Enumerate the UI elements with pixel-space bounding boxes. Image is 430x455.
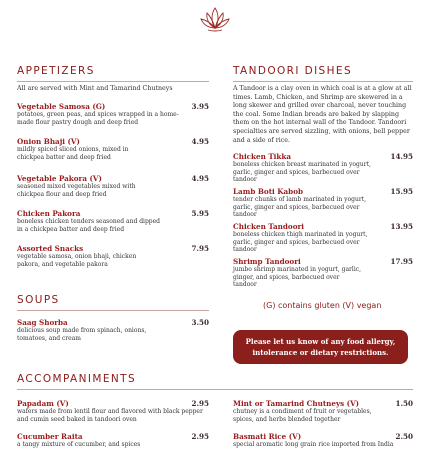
menu-item xyxy=(17,209,209,233)
item-price: 7.95 xyxy=(191,244,209,253)
menu-item xyxy=(233,187,413,219)
menu-item xyxy=(233,399,413,423)
tandoori-title: TANDOORI DISHES xyxy=(233,65,353,77)
item-desc: jumbo shrimp marinated in yogurt, garlic, ginger, and spices, barbecued over tandoor xyxy=(233,266,362,289)
item-desc: a tangy mixture of cucumber, and spices xyxy=(17,441,141,448)
item-name: Papadam (V) xyxy=(17,399,69,408)
item-desc: seasoned mixed vegetables mixed with chickpea flour and deep fried xyxy=(17,183,136,198)
menu-item xyxy=(233,257,413,289)
accompaniments-divider xyxy=(17,389,413,390)
allergy-notice xyxy=(233,330,408,364)
item-desc: wafers made from lentil flour and flavored with black pepper and cumin seed baked in tandoori oven xyxy=(17,408,203,423)
item-price: 4.95 xyxy=(191,137,209,146)
item-name: Basmati Rice (V) xyxy=(233,432,302,441)
item-price: 15.95 xyxy=(390,187,413,196)
item-price: 3.50 xyxy=(191,318,209,327)
item-name: Shrimp Tandoori xyxy=(233,257,301,266)
allergy-notice-text: Please let us know of any food allergy, intolerance or dietary restrictions. xyxy=(245,337,396,357)
item-name: Onion Bhaji (V) xyxy=(17,137,80,146)
lotus-icon xyxy=(199,4,231,36)
soups-divider xyxy=(17,310,209,311)
item-desc: mildly spiced sliced onions, mixed in chickpea batter and deep fried xyxy=(17,146,129,161)
item-name: Assorted Snacks xyxy=(17,244,84,253)
item-price: 2.95 xyxy=(191,432,209,441)
item-name: Mint or Tamarind Chutneys (V) xyxy=(233,399,360,408)
item-price: 13.95 xyxy=(390,222,413,231)
appetizers-title: APPETIZERS xyxy=(17,65,95,77)
item-desc: delicious soup made from spinach, onions, tomatoes, and cream xyxy=(17,327,147,342)
menu-item xyxy=(233,432,413,449)
item-desc: special aromatic long grain rice imported from India xyxy=(233,441,394,448)
item-name: Saag Shorba xyxy=(17,318,68,327)
accompaniments-title: ACCOMPANIMENTS xyxy=(17,373,137,385)
item-price: 4.95 xyxy=(191,174,209,183)
appetizers-divider xyxy=(17,81,209,82)
item-name: Vegetable Pakora (V) xyxy=(17,174,102,183)
item-name: Chicken Tandoori xyxy=(233,222,305,231)
menu-item xyxy=(17,102,209,126)
item-name: Chicken Pakora xyxy=(17,209,81,218)
item-price: 17.95 xyxy=(390,257,413,266)
soups-title: SOUPS xyxy=(17,294,60,306)
item-price: 1.50 xyxy=(395,399,413,408)
appetizers-intro: All are served with Mint and Tamarind Chutneys xyxy=(17,85,173,92)
dietary-legend: (G) contains gluten (V) vegan xyxy=(263,301,382,310)
item-price: 2.95 xyxy=(191,399,209,408)
item-desc: tender chunks of lamb marinated in yogurt, garlic, ginger and spices, barbecued over tandoor xyxy=(233,196,367,219)
item-price: 5.95 xyxy=(191,209,209,218)
menu-item xyxy=(17,174,209,198)
item-name: Cucumber Raita xyxy=(17,432,83,441)
item-price: 3.95 xyxy=(191,102,209,111)
item-price: 14.95 xyxy=(390,152,413,161)
menu-item xyxy=(17,399,209,423)
item-desc: potatoes, green peas, and spices wrapped in a home-made flour pastry dough and deep fried xyxy=(17,111,179,126)
menu-item xyxy=(17,432,209,449)
menu-item xyxy=(17,137,209,161)
item-desc: chutney is a condiment of fruit or vegetables, spices, and herbs blended together xyxy=(233,408,372,423)
menu-item xyxy=(233,222,413,254)
item-name: Lamb Boti Kabob xyxy=(233,187,304,196)
item-desc: boneless chicken thigh marinated in yogurt, garlic, ginger and spices, barbecued over tandoor xyxy=(233,231,368,254)
menu-item xyxy=(17,244,209,268)
item-desc: vegetable samosa, onion bhaji, chicken pakora, and vegetable pakora xyxy=(17,253,137,268)
item-price: 2.50 xyxy=(395,432,413,441)
item-name: Vegetable Samosa (G) xyxy=(17,102,106,111)
menu-item xyxy=(17,318,209,342)
item-desc: boneless chicken breast marinated in yogurt, garlic, ginger and spices, barbecued over tandoor xyxy=(233,161,371,184)
menu-item xyxy=(233,152,413,184)
item-name: Chicken Tikka xyxy=(233,152,292,161)
tandoori-divider xyxy=(233,81,413,82)
tandoori-intro: A Tandoor is a clay oven in which coal is at a glow at all times. Lamb, Chicken, and Shrimp are skewered in a long skewer and grilled over charcoal, never touching the coal. Some Indian breads are baked by slapping them on the hot internal wall of the Tandoor. Tandoori specialties are served sizzling, with onions, bell pepper and a side of rice. xyxy=(233,85,412,144)
item-desc: boneless chicken tenders seasoned and dipped in a chickpea batter and deep fried xyxy=(17,218,161,233)
